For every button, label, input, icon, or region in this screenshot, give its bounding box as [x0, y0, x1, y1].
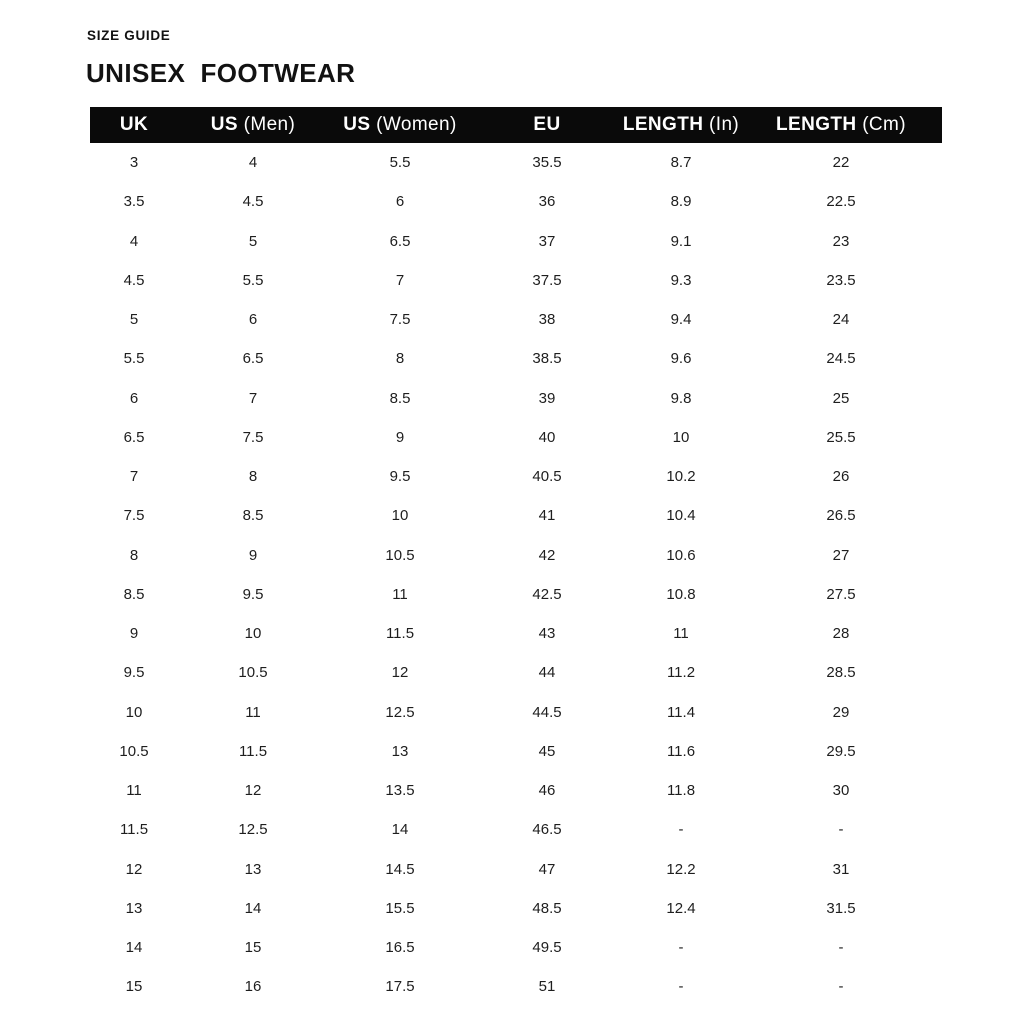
size-cell: 11.2 [666, 664, 696, 682]
size-cell: 24 [832, 311, 850, 329]
size-cell: 7 [248, 389, 258, 407]
size-cell: 8.5 [123, 585, 145, 603]
size-cell: 11.5 [119, 821, 149, 839]
size-cell: 6 [248, 311, 258, 329]
size-cell: 24.5 [826, 350, 856, 368]
size-cell: 25 [832, 389, 850, 407]
size-cell: 12.4 [666, 899, 696, 917]
size-cell: 9.5 [389, 468, 411, 486]
table-row [90, 418, 942, 457]
size-cell: 4 [129, 232, 139, 250]
size-cell: 8 [395, 350, 405, 368]
size-cell: 8 [248, 468, 258, 486]
table-row [90, 496, 942, 535]
size-cell: - [678, 939, 684, 957]
size-cell: 48.5 [532, 899, 562, 917]
size-guide-eyebrow: SIZE GUIDE [87, 28, 171, 43]
size-cell: 10.5 [119, 742, 149, 760]
size-cell: 9 [395, 428, 405, 446]
column-header: US (Men) [178, 107, 328, 143]
size-cell: 15 [244, 939, 262, 957]
size-cell: 22 [832, 154, 850, 172]
size-conversion-table [90, 107, 942, 1007]
table-row [90, 143, 942, 182]
size-cell: 29 [832, 703, 850, 721]
size-cell: 12.5 [385, 703, 415, 721]
table-row [90, 300, 942, 339]
size-cell: 7.5 [242, 428, 264, 446]
size-cell: 28.5 [826, 664, 856, 682]
size-cell: 25.5 [826, 428, 856, 446]
size-cell: 30 [832, 782, 850, 800]
size-cell: 10.8 [666, 585, 696, 603]
size-cell: - [838, 978, 844, 996]
size-cell: 13 [125, 899, 143, 917]
size-cell: 17.5 [385, 978, 415, 996]
size-cell: 10.5 [385, 546, 415, 564]
size-cell: 42 [538, 546, 556, 564]
size-cell: 7 [395, 271, 405, 289]
size-cell: 5 [248, 232, 258, 250]
size-table-header-row [90, 107, 942, 143]
column-header: US (Women) [328, 107, 472, 143]
size-cell: 49.5 [532, 939, 562, 957]
size-cell: 8.7 [670, 154, 692, 172]
size-cell: 12.5 [238, 821, 268, 839]
size-cell: 26.5 [826, 507, 856, 525]
size-cell: 11.5 [238, 742, 268, 760]
table-row [90, 536, 942, 575]
size-cell: 6.5 [242, 350, 264, 368]
size-cell: 27 [832, 546, 850, 564]
table-row [90, 457, 942, 496]
size-cell: 8.9 [670, 193, 692, 211]
size-cell: 39 [538, 389, 556, 407]
size-cell: 38 [538, 311, 556, 329]
size-cell: 7.5 [389, 311, 411, 329]
size-cell: 7 [129, 468, 139, 486]
size-cell: 5.5 [123, 350, 145, 368]
size-cell: 10 [391, 507, 409, 525]
size-cell: 11.4 [666, 703, 696, 721]
size-cell: 37.5 [532, 271, 562, 289]
size-cell: - [678, 978, 684, 996]
size-cell: 8.5 [242, 507, 264, 525]
size-cell: 12 [125, 860, 143, 878]
size-cell: 36 [538, 193, 556, 211]
size-cell: 15.5 [385, 899, 415, 917]
size-cell: 29.5 [826, 742, 856, 760]
size-cell: 27.5 [826, 585, 856, 603]
size-cell: 31.5 [826, 899, 856, 917]
size-cell: 43 [538, 625, 556, 643]
column-header: EU [472, 107, 622, 143]
size-cell: 11.6 [666, 742, 696, 760]
size-cell: 10 [672, 428, 690, 446]
size-cell: 5 [129, 311, 139, 329]
table-row [90, 222, 942, 261]
size-cell: 31 [832, 860, 850, 878]
size-cell: 11.5 [385, 625, 415, 643]
size-cell: 10 [244, 625, 262, 643]
size-cell: 9.1 [670, 232, 692, 250]
size-cell: 11 [126, 782, 142, 800]
size-cell: 6.5 [123, 428, 145, 446]
table-row [90, 967, 942, 1006]
size-cell: - [678, 821, 684, 839]
table-row [90, 928, 942, 967]
size-cell: 51 [538, 978, 556, 996]
size-cell: 46 [538, 782, 556, 800]
table-row [90, 732, 942, 771]
size-cell: 14 [391, 821, 409, 839]
size-cell: 3 [129, 154, 139, 172]
table-row [90, 653, 942, 692]
size-cell: 42.5 [532, 585, 562, 603]
table-row [90, 339, 942, 378]
size-cell: 7.5 [123, 507, 145, 525]
page-title: UNISEX FOOTWEAR [86, 58, 356, 88]
size-cell: 10 [125, 703, 143, 721]
size-cell: 6.5 [389, 232, 411, 250]
size-cell: 6 [129, 389, 139, 407]
table-row [90, 261, 942, 300]
size-cell: 5.5 [242, 271, 264, 289]
size-cell: 9 [129, 625, 139, 643]
size-cell: 10.2 [666, 468, 696, 486]
table-row [90, 614, 942, 653]
size-cell: 38.5 [532, 350, 562, 368]
column-header: UK [90, 107, 178, 143]
size-cell: 11.8 [666, 782, 696, 800]
size-cell: 12 [391, 664, 409, 682]
size-table-header [90, 107, 942, 143]
table-row [90, 379, 942, 418]
size-cell: 12 [244, 782, 262, 800]
size-table-body [90, 143, 942, 1007]
size-cell: 8 [129, 546, 139, 564]
size-cell: 47 [538, 860, 556, 878]
size-cell: 40.5 [532, 468, 562, 486]
size-cell: 16.5 [385, 939, 415, 957]
size-cell: 5.5 [389, 154, 411, 172]
column-header: LENGTH (In) [622, 107, 740, 143]
size-cell: 9.3 [670, 271, 692, 289]
size-cell: 28 [832, 625, 850, 643]
size-cell: 15 [125, 978, 143, 996]
size-cell: 16 [244, 978, 262, 996]
size-cell: 11 [392, 585, 408, 603]
size-cell: 10.6 [666, 546, 696, 564]
size-cell: 11 [245, 703, 261, 721]
size-cell: - [838, 939, 844, 957]
size-cell: 9.5 [123, 664, 145, 682]
size-cell: - [838, 821, 844, 839]
size-cell: 44.5 [532, 703, 562, 721]
table-row [90, 182, 942, 221]
size-cell: 35.5 [532, 154, 562, 172]
size-cell: 9.4 [670, 311, 692, 329]
size-cell: 4 [248, 154, 258, 172]
table-row [90, 889, 942, 928]
size-cell: 14 [125, 939, 143, 957]
table-row [90, 693, 942, 732]
size-cell: 3.5 [123, 193, 145, 211]
table-row [90, 771, 942, 810]
size-cell: 11 [673, 625, 689, 643]
size-cell: 14.5 [385, 860, 415, 878]
size-cell: 9.6 [670, 350, 692, 368]
size-cell: 41 [538, 507, 556, 525]
size-cell: 9.8 [670, 389, 692, 407]
size-cell: 10.4 [666, 507, 696, 525]
size-cell: 22.5 [826, 193, 856, 211]
size-cell: 9.5 [242, 585, 264, 603]
size-cell: 4.5 [123, 271, 145, 289]
size-cell: 12.2 [666, 860, 696, 878]
size-cell: 9 [248, 546, 258, 564]
size-cell: 6 [395, 193, 405, 211]
size-cell: 44 [538, 664, 556, 682]
size-cell: 13 [244, 860, 262, 878]
table-row [90, 575, 942, 614]
size-cell: 14 [244, 899, 262, 917]
size-cell: 23 [832, 232, 850, 250]
column-header: LENGTH (Cm) [740, 107, 942, 143]
size-cell: 8.5 [389, 389, 411, 407]
size-cell: 4.5 [242, 193, 264, 211]
size-cell: 46.5 [532, 821, 562, 839]
size-cell: 40 [538, 428, 556, 446]
size-cell: 26 [832, 468, 850, 486]
size-cell: 37 [538, 232, 556, 250]
size-cell: 10.5 [238, 664, 268, 682]
table-row [90, 810, 942, 849]
table-row [90, 850, 942, 889]
size-cell: 23.5 [826, 271, 856, 289]
size-cell: 45 [538, 742, 556, 760]
size-cell: 13 [391, 742, 409, 760]
size-cell: 13.5 [385, 782, 415, 800]
